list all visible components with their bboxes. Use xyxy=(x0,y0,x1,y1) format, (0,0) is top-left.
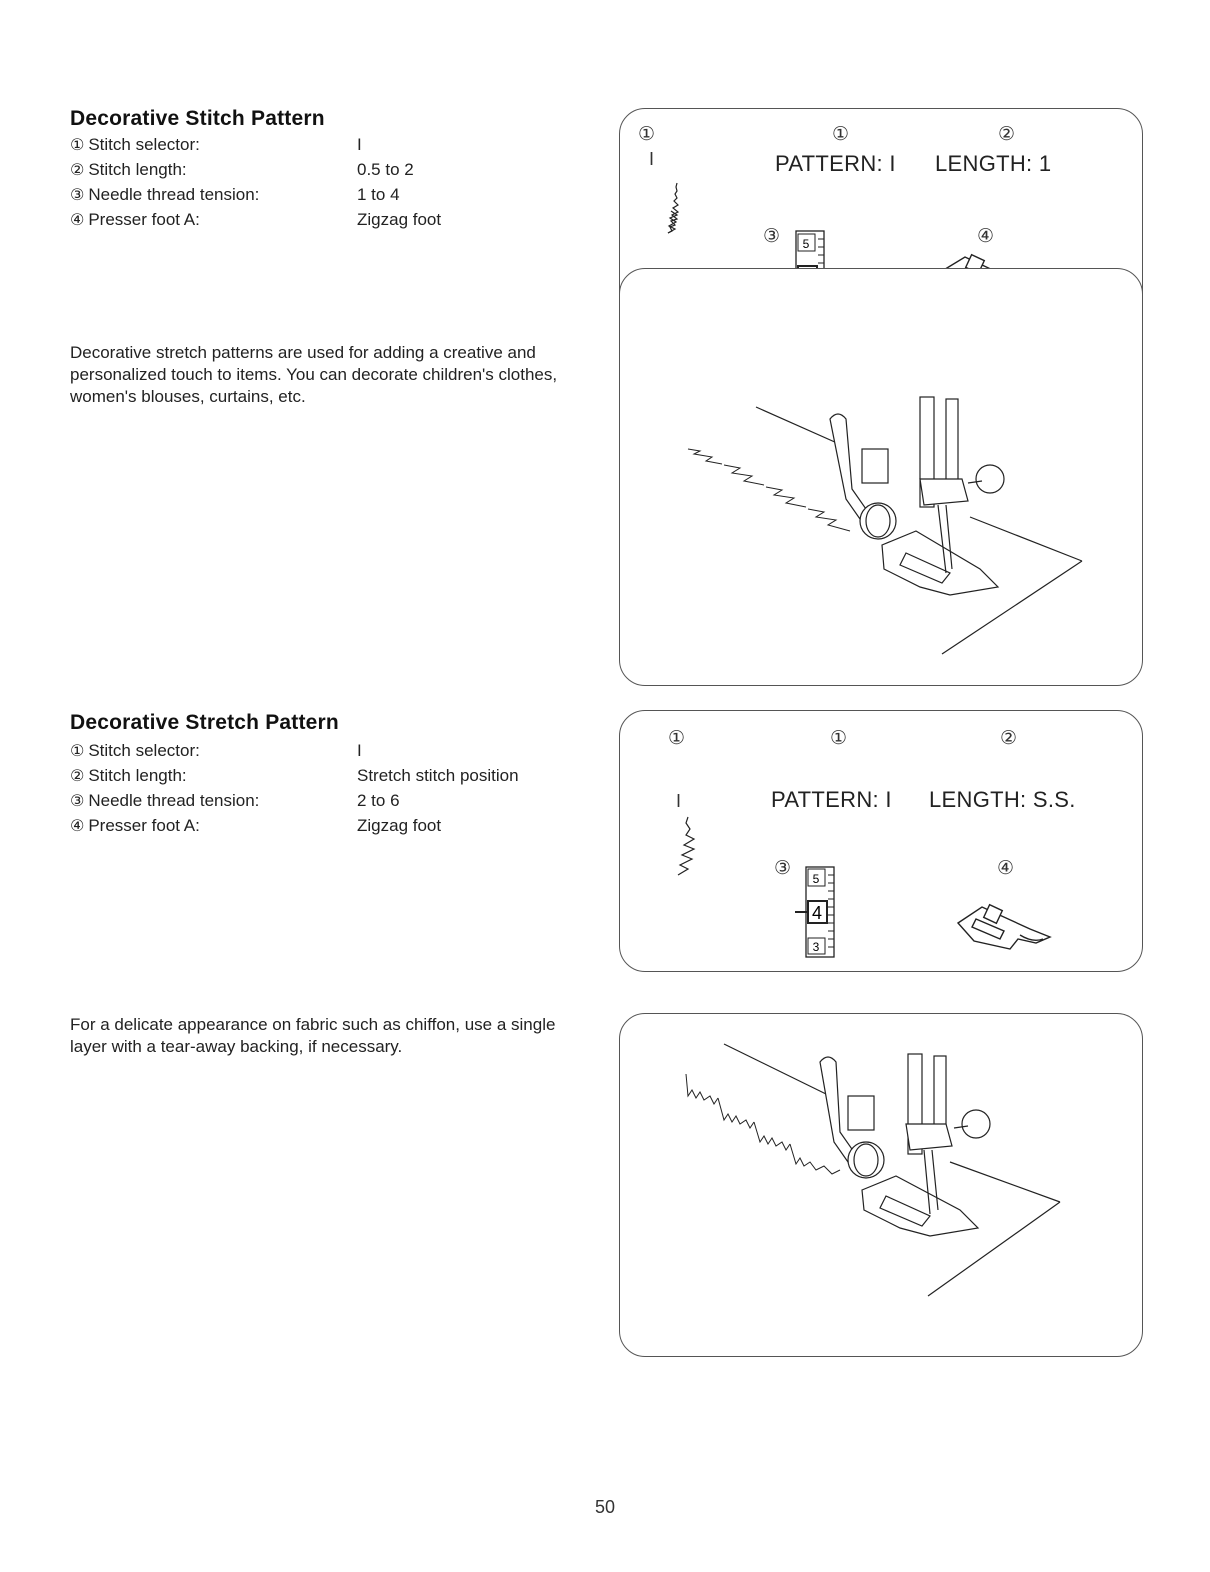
setting-label: Stitch selector: xyxy=(88,741,200,760)
setting-row-stitch-length xyxy=(70,157,441,182)
marker-foot: ④ xyxy=(977,226,995,247)
presser-foot-assembly xyxy=(830,397,1004,595)
setting-row-thread-tension xyxy=(70,182,441,207)
setting-label: Needle thread tension: xyxy=(88,791,260,810)
setting-value: Stretch stitch position xyxy=(357,766,519,785)
marker-2: ② xyxy=(70,162,85,179)
dial-label-bottom: 3 xyxy=(812,940,820,954)
setting-label: Stitch length: xyxy=(88,766,187,785)
marker-foot: ④ xyxy=(997,858,1015,879)
decorative-stitch-line xyxy=(688,449,850,531)
marker-3: ③ xyxy=(70,187,85,204)
length-readout: LENGTH: 1 xyxy=(935,151,1052,176)
description-decorative-stitch: Decorative stretch patterns are used for adding a creative and personalized touch to items. You can decorate children's clothes, women's blouses, curtains, etc. xyxy=(70,343,558,406)
description-decorative-stretch: For a delicate appearance on fabric such as chiffon, use a single layer with a tear-away backing, if necessary. xyxy=(70,1015,556,1056)
marker-4: ④ xyxy=(70,212,85,229)
stretch-stitch-icon xyxy=(678,817,694,875)
section-title-decorative-stitch: Decorative Stitch Pattern xyxy=(70,107,325,130)
fabric-outline xyxy=(724,1044,1060,1296)
marker-pattern: ① xyxy=(832,124,850,145)
section-title-decorative-stretch: Decorative Stretch Pattern xyxy=(70,711,339,734)
settings-panel-decorative-stretch xyxy=(619,710,1143,972)
selector-symbol: I xyxy=(676,791,682,811)
marker-length: ② xyxy=(998,124,1016,145)
marker-tension: ③ xyxy=(763,226,781,247)
pattern-readout: PATTERN: I xyxy=(771,787,892,812)
marker-pattern: ① xyxy=(830,728,848,749)
setting-label: Presser foot A: xyxy=(88,210,200,229)
marker-selector: ① xyxy=(638,124,656,145)
illustration-panel-decorative-stretch xyxy=(619,1013,1143,1357)
length-readout: LENGTH: S.S. xyxy=(929,787,1076,812)
panel-graphics xyxy=(620,711,1144,973)
setting-value: Zigzag foot xyxy=(357,210,442,229)
setting-value: 0.5 to 2 xyxy=(357,160,414,179)
stitch-pattern-icon xyxy=(668,183,678,233)
zigzag-foot-icon xyxy=(958,905,1050,949)
sewing-illustration xyxy=(620,1014,1144,1358)
settings-list-decorative-stretch xyxy=(70,738,519,838)
pattern-readout: PATTERN: I xyxy=(775,151,896,176)
setting-row-stitch-selector xyxy=(70,738,519,763)
marker-2: ② xyxy=(70,768,85,785)
setting-row-thread-tension xyxy=(70,788,519,813)
setting-row-stitch-selector xyxy=(70,132,441,157)
fabric-outline xyxy=(756,407,1082,654)
illustration-panel-decorative-stitch xyxy=(619,268,1143,686)
setting-label: Needle thread tension: xyxy=(88,185,260,204)
marker-selector: ① xyxy=(668,728,686,749)
marker-tension: ③ xyxy=(774,858,792,879)
setting-row-presser-foot xyxy=(70,813,519,838)
marker-1: ① xyxy=(70,137,85,154)
setting-label: Stitch selector: xyxy=(88,135,200,154)
setting-value: I xyxy=(357,135,362,154)
setting-value: Zigzag foot xyxy=(357,816,442,835)
setting-value: 1 to 4 xyxy=(357,185,400,204)
settings-list-decorative-stitch xyxy=(70,132,441,232)
dial-label-mid: 4 xyxy=(811,903,823,923)
dial-label-top: 5 xyxy=(802,237,810,251)
marker-4: ④ xyxy=(70,818,85,835)
setting-label: Stitch length: xyxy=(88,160,187,179)
setting-label: Presser foot A: xyxy=(88,816,200,835)
setting-value: 2 to 6 xyxy=(357,791,400,810)
setting-row-stitch-length xyxy=(70,763,519,788)
setting-value: I xyxy=(357,741,362,760)
dial-label-top: 5 xyxy=(812,872,820,886)
marker-3: ③ xyxy=(70,793,85,810)
marker-1: ① xyxy=(70,743,85,760)
page-number: 50 xyxy=(594,1497,616,1517)
marker-length: ② xyxy=(1000,728,1018,749)
selector-symbol: I xyxy=(649,149,655,169)
presser-foot-assembly xyxy=(820,1054,990,1236)
setting-row-presser-foot xyxy=(70,207,441,232)
sewing-illustration xyxy=(620,269,1144,687)
